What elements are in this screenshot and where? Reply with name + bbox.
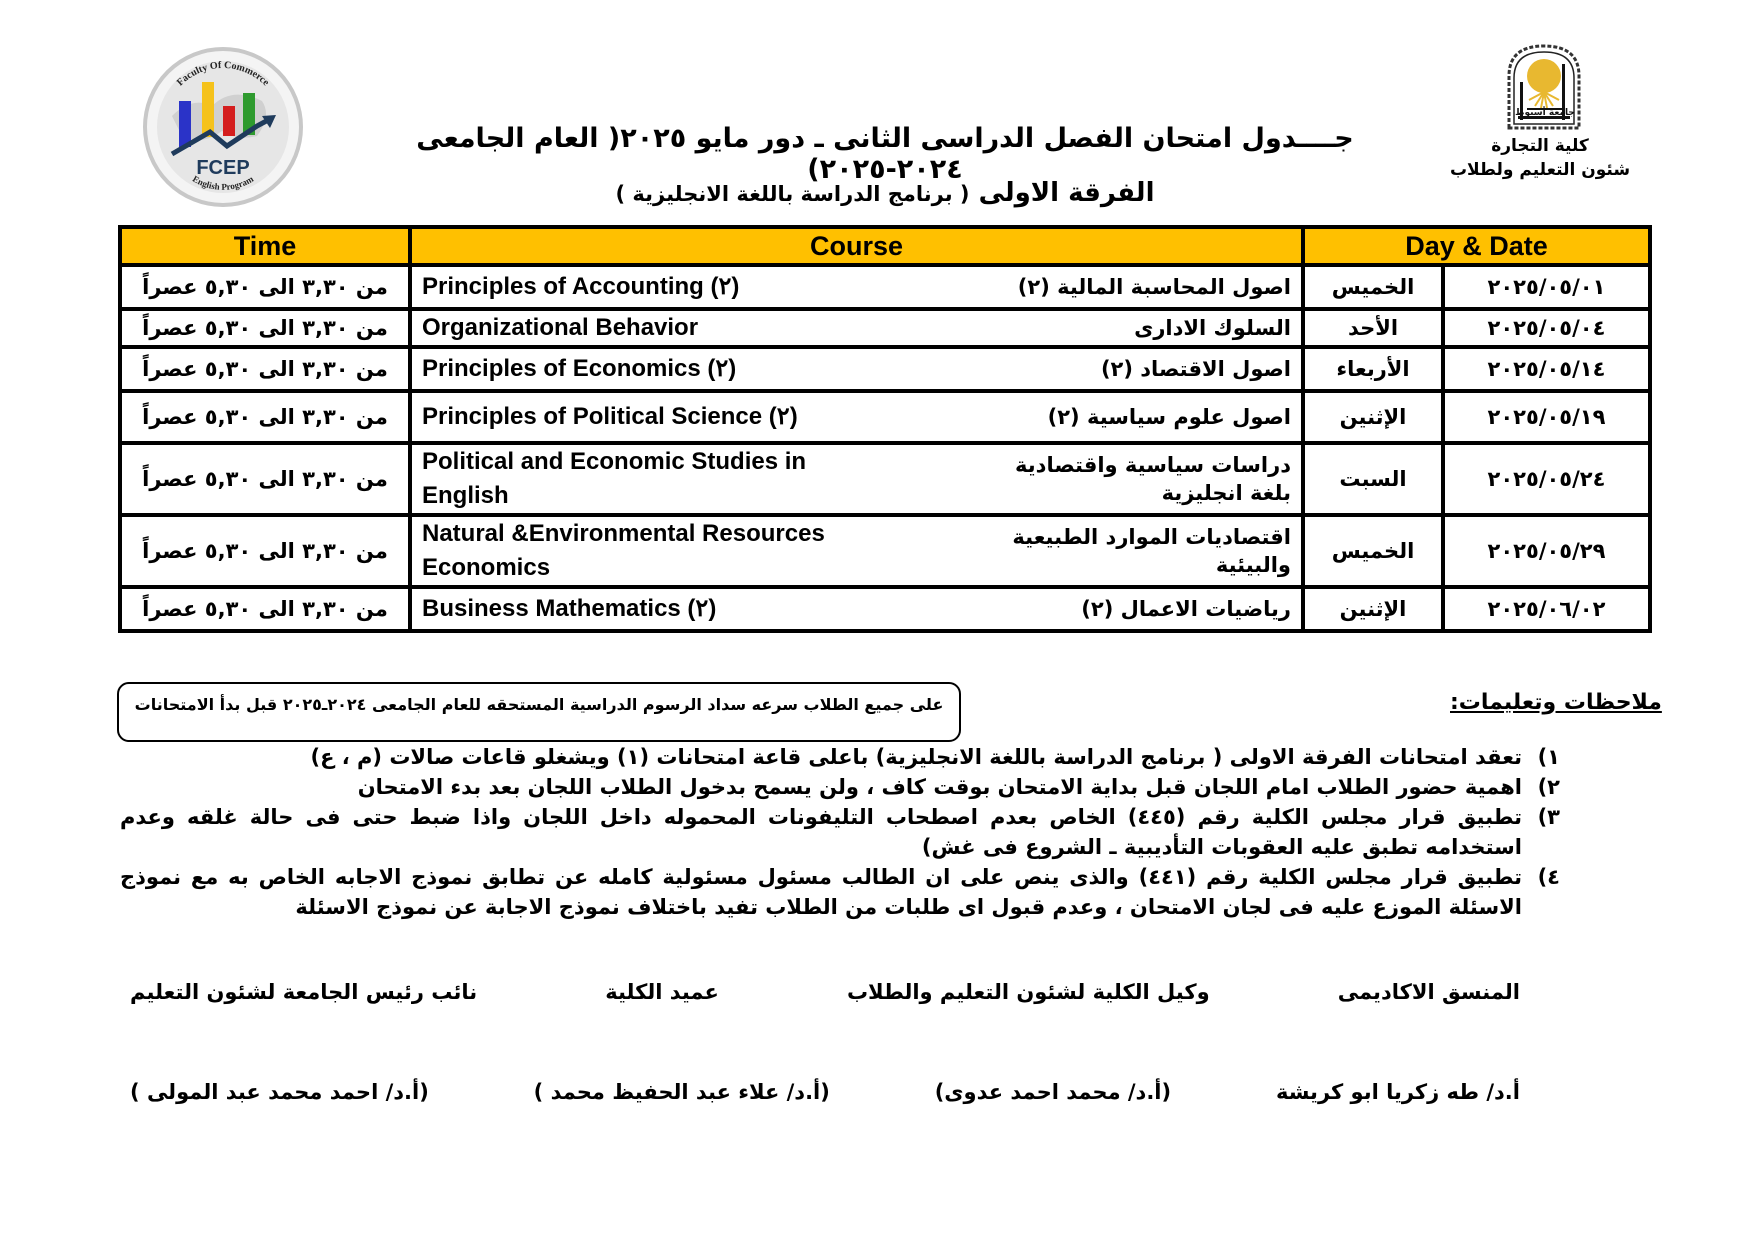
signature-title: عميد الكلية bbox=[605, 980, 719, 1004]
course-name-english: Business Mathematics (٢) bbox=[422, 595, 717, 622]
subtitle-program: ( برنامج الدراسة باللغة الانجليزية ) bbox=[615, 182, 970, 206]
time-cell: من ٣,٣٠ الى ٥,٣٠ عصراً bbox=[120, 265, 410, 309]
note-text: اهمية حضور الطلاب امام اللجان قبل بداية الامتحان بوقت كاف ، ولن يسمح بدخول الطلاب اللجان بعد بدء الامتحان bbox=[357, 775, 1522, 799]
date-cell: ٢٠٢٥/٠٥/٠٤ bbox=[1443, 309, 1650, 347]
signature-title: نائب رئيس الجامعة لشئون التعليم bbox=[130, 980, 478, 1004]
signature-name: (أ.د/ احمد محمد عبد المولى ) bbox=[130, 1080, 429, 1104]
time-cell: من ٣,٣٠ الى ٥,٣٠ عصراً bbox=[120, 391, 410, 443]
header-day-date: Day & Date bbox=[1303, 227, 1650, 265]
course-name-arabic: السلوك الادارى bbox=[1134, 316, 1291, 340]
note-item bbox=[120, 742, 1560, 772]
time-cell: من ٣,٣٠ الى ٥,٣٠ عصراً bbox=[120, 587, 410, 631]
course-name-english: Natural &Environmental Resources Economics bbox=[422, 520, 825, 581]
signature-name: أ.د/ طه زكريا ابو كريشة bbox=[1275, 1080, 1520, 1104]
exam-schedule-table bbox=[118, 225, 1652, 633]
day-cell: السبت bbox=[1303, 443, 1443, 515]
note-item bbox=[120, 772, 1560, 802]
note-item bbox=[120, 862, 1560, 922]
logo-bar-blue bbox=[179, 101, 191, 147]
note-number: ٤) bbox=[1537, 865, 1560, 889]
fees-notice-text: على جميع الطلاب سرعه سداد الرسوم الدراسية المستحقه للعام الجامعى ٢٠٢٤ـ٢٠٢٥ قبل بدأ الامتحانات bbox=[134, 694, 944, 714]
header-course: Course bbox=[410, 227, 1303, 265]
note-number: ٣) bbox=[1537, 805, 1560, 829]
course-cell bbox=[410, 587, 1303, 631]
date-cell: ٢٠٢٥/٠٥/١٤ bbox=[1443, 347, 1650, 391]
logo-bottom-text: English Program bbox=[190, 173, 256, 192]
course-cell bbox=[410, 265, 1303, 309]
signature-titles bbox=[130, 980, 1520, 1004]
course-name-english: Principles of Political Science (٢) bbox=[422, 403, 798, 430]
table-row bbox=[120, 391, 1650, 443]
subtitle-year: الفرقة الاولى bbox=[978, 178, 1155, 208]
date-cell: ٢٠٢٥/٠٥/٢٤ bbox=[1443, 443, 1650, 515]
time-cell: من ٣,٣٠ الى ٥,٣٠ عصراً bbox=[120, 443, 410, 515]
signature-name: (أ.د/ محمد احمد عدوى) bbox=[934, 1080, 1172, 1104]
faculty-name: كلية التجارة bbox=[1491, 136, 1589, 156]
course-name-english: Principles of Economics (٢) bbox=[422, 355, 737, 382]
table-row bbox=[120, 515, 1650, 587]
table-header-row bbox=[120, 227, 1650, 265]
course-cell bbox=[410, 391, 1303, 443]
date-cell: ٢٠٢٥/٠٥/١٩ bbox=[1443, 391, 1650, 443]
fees-notice-box bbox=[117, 682, 961, 742]
note-text: تعقد امتحانات الفرقة الاولى ( برنامج الدراسة باللغة الانجليزية) باعلى قاعة امتحانات (١) ويشغلو قاعات صالات (م ، ع) bbox=[310, 745, 1522, 769]
table-row bbox=[120, 347, 1650, 391]
date-cell: ٢٠٢٥/٠٥/٠١ bbox=[1443, 265, 1650, 309]
day-cell: الخميس bbox=[1303, 265, 1443, 309]
signature-title: وكيل الكلية لشئون التعليم والطلاب bbox=[846, 980, 1210, 1004]
table-row bbox=[120, 587, 1650, 631]
day-cell: الخميس bbox=[1303, 515, 1443, 587]
course-name-arabic: اصول المحاسبة المالية (٢) bbox=[1017, 275, 1291, 299]
notes-list bbox=[120, 742, 1560, 922]
course-name-arabic: رياضيات الاعمال (٢) bbox=[1081, 597, 1291, 621]
university-logo bbox=[1505, 42, 1583, 130]
date-cell: ٢٠٢٥/٠٦/٠٢ bbox=[1443, 587, 1650, 631]
logo-top-text: Faculty Of Commerce bbox=[174, 59, 272, 89]
document-title: جــــدول امتحان الفصل الدراسى الثانى ـ دور مايو ٢٠٢٥( العام الجامعى ٢٠٢٤-٢٠٢٥) bbox=[416, 123, 1354, 185]
program-logo bbox=[142, 46, 304, 208]
time-cell: من ٣,٣٠ الى ٥,٣٠ عصراً bbox=[120, 515, 410, 587]
university-logo-text: جامعة أسيوط bbox=[1515, 108, 1575, 118]
notes-heading: ملاحظات وتعليمات: bbox=[1450, 690, 1662, 715]
time-cell: من ٣,٣٠ الى ٥,٣٠ عصراً bbox=[120, 347, 410, 391]
course-name-arabic: اصول الاقتصاد (٢) bbox=[1100, 357, 1291, 381]
course-name-english: Political and Economic Studies in English bbox=[422, 448, 807, 509]
signature-title: المنسق الاكاديمى bbox=[1337, 980, 1520, 1004]
course-name-english: Organizational Behavior bbox=[422, 314, 699, 341]
table-row bbox=[120, 443, 1650, 515]
course-cell bbox=[410, 309, 1303, 347]
note-number: ٢) bbox=[1537, 775, 1560, 799]
day-cell: الأحد bbox=[1303, 309, 1443, 347]
course-name-arabic: اصول علوم سياسية (٢) bbox=[1047, 405, 1291, 429]
logo-center-text: FCEP bbox=[196, 157, 250, 179]
date-cell: ٢٠٢٥/٠٥/٢٩ bbox=[1443, 515, 1650, 587]
note-item bbox=[120, 802, 1560, 862]
table-row bbox=[120, 265, 1650, 309]
time-cell: من ٣,٣٠ الى ٥,٣٠ عصراً bbox=[120, 309, 410, 347]
course-cell bbox=[410, 515, 1303, 587]
table-row bbox=[120, 309, 1650, 347]
logo-bar-yellow bbox=[202, 82, 214, 137]
signature-name: (أ.د/ علاء عبد الحفيظ محمد ) bbox=[533, 1080, 830, 1104]
day-cell: الأربعاء bbox=[1303, 347, 1443, 391]
note-text: تطبيق قرار مجلس الكلية رقم (٤٤١) والذى ينص على ان الطالب مسئول مسئولية كامله عن تطابق نموذج الاجابه الخاص به مع نموذج الاسئلة الموزع عليه فى لجان الامتحان ، وعدم قبول اى طلبات من الطلاب تفيد باختلاف نموذج الاجابة عن نموذج الاسئلة bbox=[120, 865, 1523, 919]
day-cell: الإثنين bbox=[1303, 391, 1443, 443]
header-time: Time bbox=[120, 227, 410, 265]
note-number: ١) bbox=[1537, 745, 1560, 769]
day-cell: الإثنين bbox=[1303, 587, 1443, 631]
document-subtitle bbox=[500, 178, 1270, 208]
course-cell bbox=[410, 347, 1303, 391]
course-cell bbox=[410, 443, 1303, 515]
signature-names bbox=[130, 1080, 1520, 1104]
course-name-arabic: دراسات سياسية واقتصادية بلغة انجليزية bbox=[1015, 453, 1291, 505]
department-name: شئون التعليم ولطلاب bbox=[1449, 160, 1631, 180]
course-name-arabic: اقتصاديات الموارد الطبيعية والبيئية bbox=[1012, 525, 1291, 577]
course-name-english: Principles of Accounting (٢) bbox=[422, 273, 740, 300]
note-text: تطبيق قرار مجلس الكلية رقم (٤٤٥) الخاص بعدم اصطحاب التليفونات المحموله داخل اللجان واذا ضبط حتى فى حالة غلقه وعدم استخدامه تطبق عليه العقوبات التأديبية ـ الشروع فى غش) bbox=[120, 805, 1523, 859]
logo-bar-red bbox=[223, 106, 235, 136]
